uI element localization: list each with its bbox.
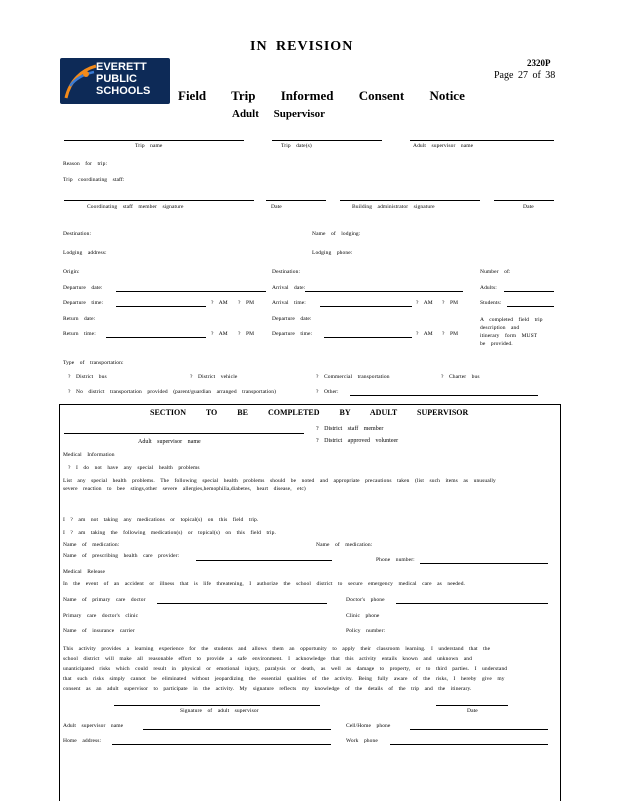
approved-volunteer-checkbox[interactable]: ? District approved volunteer — [316, 438, 399, 444]
staff-member-checkbox[interactable]: ? District staff member — [316, 426, 384, 432]
signature-line[interactable] — [114, 705, 320, 706]
supervisor-name-2-label: Adult supervisor name — [63, 723, 124, 729]
primary-doctor-line[interactable] — [157, 603, 327, 604]
section-supervisor-name-label: Adult supervisor name — [138, 439, 201, 445]
trip-name-line[interactable] — [64, 140, 244, 141]
taking-medication-checkbox[interactable]: I ? am taking the following medication(s) or topical(s) on this field trip. — [63, 530, 276, 536]
logo-line-3: SCHOOLS — [96, 85, 151, 97]
home-address-line[interactable] — [112, 744, 331, 745]
section-title: SECTION TO BE COMPLETED BY ADULT SUPERVISOR — [150, 408, 469, 417]
form-title: Field Trip Informed Consent Notice — [178, 88, 465, 103]
signature-date-label: Date — [467, 708, 478, 714]
arrival-date-line[interactable] — [305, 291, 463, 292]
doctors-phone-label: Doctor's phone — [346, 597, 385, 603]
departure-time-line[interactable] — [116, 306, 206, 307]
number-of-label: Number of: — [480, 269, 511, 275]
policy-code: 2320P — [527, 58, 551, 68]
departure-time-2-line[interactable] — [324, 337, 412, 338]
medical-info-heading: Medical Information — [63, 452, 115, 458]
medical-release-heading: Medical Release — [63, 569, 105, 575]
date-label-1: Date — [271, 204, 282, 210]
district-bus-checkbox[interactable]: ? District bus — [68, 374, 107, 380]
supervisor-name-2-line[interactable] — [143, 729, 331, 730]
other-transport-checkbox[interactable]: ? Other: — [316, 389, 339, 395]
health-list-text-2: severe reaction to bee stings,other severe allergies,hemophilia,diabetes, heart disease, etc) — [63, 486, 306, 492]
logo-line-1: EVERETT — [96, 61, 147, 73]
revision-heading: IN REVISION — [250, 39, 354, 54]
signature-date-line[interactable] — [436, 705, 508, 706]
doctors-phone-line[interactable] — [396, 603, 548, 604]
coordinating-staff-label: Trip coordinating staff: — [63, 177, 125, 183]
form-subtitle: Adult Supervisor — [232, 108, 325, 120]
not-taking-medication-checkbox[interactable]: I ? am not taking any medications or topical(s) on this field trip. — [63, 517, 259, 523]
lodging-address-label: Lodging address: — [63, 250, 107, 256]
admin-date-line[interactable] — [494, 200, 554, 201]
trip-name-label: Trip name — [135, 143, 163, 149]
commercial-checkbox[interactable]: ? Commercial transportation — [316, 374, 390, 380]
return-pm-checkbox[interactable]: ? PM — [238, 331, 255, 337]
no-health-problems-checkbox[interactable]: ? I do not have any special health problems — [68, 465, 200, 471]
medication-name-1-label: Name of medication: — [63, 542, 120, 548]
departure-time-2-label: Departure time: — [272, 331, 313, 337]
no-district-transport-checkbox[interactable]: ? No district transportation provided (parent/guardian arranged transportation) — [68, 389, 277, 395]
prescribing-provider-line[interactable] — [196, 560, 332, 561]
departure-date-line[interactable] — [116, 291, 266, 292]
departure-2-am-checkbox[interactable]: ? AM — [416, 331, 433, 337]
medication-name-2-label: Name of medication: — [316, 542, 373, 548]
lodging-name-label: Name of lodging: — [312, 231, 361, 237]
travel-destination-label: Destination: — [272, 269, 301, 275]
departure-date-label: Departure date: — [63, 285, 103, 291]
insurance-carrier-label: Name of insurance carrier — [63, 628, 135, 634]
work-phone-label: Work phone — [346, 738, 378, 744]
departure-pm-checkbox[interactable]: ? PM — [238, 300, 255, 306]
return-date-label: Return date: — [63, 316, 96, 322]
cell-home-phone-label: Cell/Home phone — [346, 723, 391, 729]
coord-signature-line[interactable] — [64, 200, 254, 201]
students-line[interactable] — [507, 306, 554, 307]
reason-label: Reason for trip: — [63, 161, 108, 167]
arrival-pm-checkbox[interactable]: ? PM — [442, 300, 459, 306]
page-number: Page 27 of 38 — [494, 70, 556, 81]
release-text: In the event of an accident or illness that is life threatening, I authorize the school district to secure emergency medical care as needed. — [63, 581, 466, 587]
departure-2-pm-checkbox[interactable]: ? PM — [442, 331, 459, 337]
return-time-label: Return time: — [63, 331, 96, 337]
trip-dates-line[interactable] — [272, 140, 382, 141]
clinic-phone-label: Clinic phone — [346, 613, 380, 619]
transport-type-label: Type of transportation: — [63, 360, 124, 366]
admin-signature-line[interactable] — [340, 200, 480, 201]
signature-label: Signature of adult supervisor — [180, 708, 259, 714]
district-logo — [60, 58, 170, 104]
trip-dates-label: Trip date(s) — [281, 143, 312, 149]
admin-signature-label: Building administrator signature — [352, 204, 435, 210]
arrival-date-label: Arrival date: — [272, 285, 306, 291]
logo-line-2: PUBLIC — [96, 73, 137, 85]
departure-time-label: Departure time: — [63, 300, 104, 306]
provider-phone-line[interactable] — [420, 563, 548, 564]
adults-line[interactable] — [504, 291, 554, 292]
adults-label: Adults: — [480, 285, 497, 291]
return-am-checkbox[interactable]: ? AM — [211, 331, 228, 337]
date-label-2: Date — [523, 204, 534, 210]
destination-label: Destination: — [63, 231, 92, 237]
consent-paragraph: This activity provides a learning experience for the students and allows them an opportunity to apply their classroom learning. I understand that the school district will make all reasonable effort to provide a safe environment. I acknowledge that this activity entails known and unknown and unanticipated risks which could result in physical or emotional injury, paralysis or death, as well as damage to property, or to third parties. I understand that such risks simply cannot be eliminated without jeopardizing the essential qualities of the activity. Being fully aware of the risks, I hereby give my consent as an adult supervisor to participate in the activity. My signature reflects my knowledge of the details of the trip and the itinerary. — [63, 646, 508, 692]
home-address-label: Home address: — [63, 738, 102, 744]
other-transport-line[interactable] — [350, 395, 538, 396]
supervisor-name-line[interactable] — [410, 140, 554, 141]
charter-bus-checkbox[interactable]: ? Charter bus — [441, 374, 480, 380]
itinerary-note: A completed field trip description and itinerary form MUST be provided. — [480, 317, 543, 347]
primary-clinic-label: Primary care doctor's clinic — [63, 613, 139, 619]
arrival-time-label: Arrival time: — [272, 300, 306, 306]
return-time-line[interactable] — [106, 337, 206, 338]
adult-supervisor-name-label: Adult supervisor name — [413, 143, 474, 149]
health-list-text: List any special health problems. The following special health problems should be noted and appropriate precautions taken (list such items as unusually — [63, 478, 496, 484]
cell-home-phone-line[interactable] — [410, 729, 548, 730]
arrival-am-checkbox[interactable]: ? AM — [416, 300, 433, 306]
policy-number-label: Policy number: — [346, 628, 386, 634]
work-phone-line[interactable] — [390, 744, 548, 745]
students-label: Students: — [480, 300, 502, 306]
district-vehicle-checkbox[interactable]: ? District vehicle — [190, 374, 238, 380]
arrival-time-line[interactable] — [320, 306, 412, 307]
lodging-phone-label: Lodging phone: — [312, 250, 353, 256]
prescribing-provider-label: Name of prescribing health care provider: — [63, 553, 180, 559]
primary-doctor-label: Name of primary care doctor — [63, 597, 146, 603]
logo-swoosh-icon — [60, 58, 100, 104]
coord-signature-label: Coordinating staff member signature — [87, 204, 184, 210]
departure-date-2-label: Departure date: — [272, 316, 312, 322]
provider-phone-label: Phone number: — [376, 557, 415, 563]
section-supervisor-name-line[interactable] — [64, 433, 304, 434]
origin-label: Origin: — [63, 269, 80, 275]
departure-am-checkbox[interactable]: ? AM — [211, 300, 228, 306]
coord-date-line[interactable] — [266, 200, 326, 201]
